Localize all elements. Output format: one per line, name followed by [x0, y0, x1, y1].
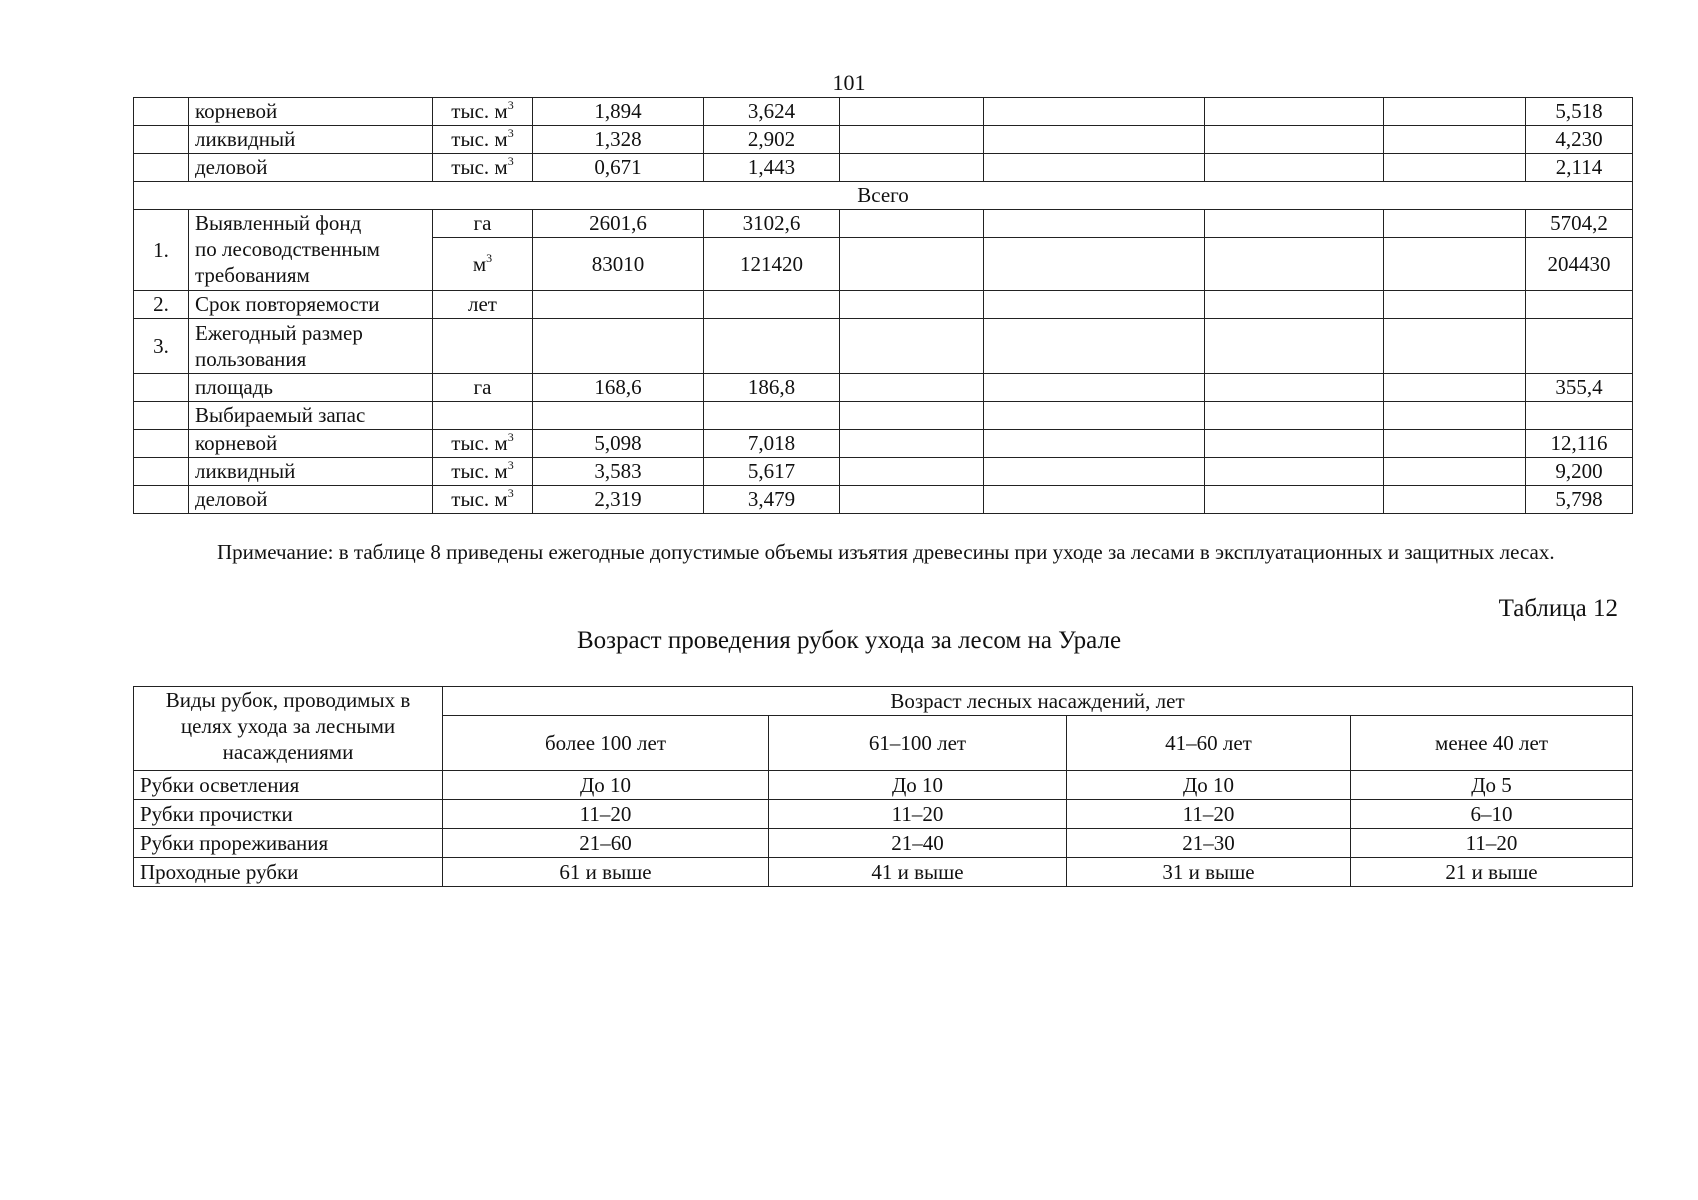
value-cell: 41 и выше — [769, 858, 1067, 887]
table-row — [134, 771, 1633, 800]
table-note: Примечание: в таблице 8 приведены ежегодные допустимые объемы изъятия древесины при уходе за лесами в эксплуатационных и защитных лесах. — [217, 540, 1555, 564]
value-cell: 83010 — [533, 238, 704, 291]
table-row — [134, 829, 1633, 858]
total-cell: 355,4 — [1526, 374, 1633, 402]
harvest-volume-table — [133, 97, 1633, 514]
value-cell: До 10 — [769, 771, 1067, 800]
row-number: 2. — [134, 291, 189, 319]
total-cell: 5,518 — [1526, 98, 1633, 126]
row-number: 1. — [134, 210, 189, 291]
value-cell: 21–40 — [769, 829, 1067, 858]
value-cell: 3,583 — [533, 458, 704, 486]
value-cell: 1,328 — [533, 126, 704, 154]
value-cell: До 10 — [1067, 771, 1351, 800]
row-unit: га — [433, 210, 533, 238]
row-name: деловой — [189, 154, 433, 182]
column-header: менее 40 лет — [1351, 716, 1633, 771]
table-row — [134, 126, 1633, 154]
row-number — [134, 154, 189, 182]
row-unit: тыс. $м^3$ — [433, 430, 533, 458]
table-row — [134, 858, 1633, 887]
value-cell: 21–60 — [443, 829, 769, 858]
value-cell: 61 и выше — [443, 858, 769, 887]
value-cell: 5,098 — [533, 430, 704, 458]
value-cell: 1,443 — [704, 154, 840, 182]
row-unit: $м^3$ — [433, 238, 533, 291]
value-cell: 121420 — [704, 238, 840, 291]
table-row — [134, 430, 1633, 458]
value-cell: 3102,6 — [704, 210, 840, 238]
value-cell: 11–20 — [1351, 829, 1633, 858]
value-cell: 1,894 — [533, 98, 704, 126]
total-cell: 4,230 — [1526, 126, 1633, 154]
column-header: 61–100 лет — [769, 716, 1067, 771]
row-name: Выявленный фонд по лесоводственным требованиям — [189, 210, 433, 291]
row-name: Проходные рубки — [134, 858, 443, 887]
value-cell: 0,671 — [533, 154, 704, 182]
row-name: Срок повторяемости — [189, 291, 433, 319]
row-name: корневой — [189, 98, 433, 126]
column-header: Виды рубок, проводимых в целях ухода за лесными насаждениями — [134, 687, 443, 771]
value-cell: 11–20 — [769, 800, 1067, 829]
table-row — [134, 800, 1633, 829]
column-header: более 100 лет — [443, 716, 769, 771]
row-name: ликвидный — [189, 126, 433, 154]
table-row — [134, 291, 1633, 319]
value-cell: 186,8 — [704, 374, 840, 402]
value-cell: 21 и выше — [1351, 858, 1633, 887]
table-row — [134, 154, 1633, 182]
row-unit: тыс. $м^3$ — [433, 126, 533, 154]
total-cell: 9,200 — [1526, 458, 1633, 486]
value-cell: 3,624 — [704, 98, 840, 126]
total-cell: 204430 — [1526, 238, 1633, 291]
row-name: Выбираемый запас — [189, 402, 433, 430]
row-name: корневой — [189, 430, 433, 458]
value-cell: До 5 — [1351, 771, 1633, 800]
value-cell: 11–20 — [1067, 800, 1351, 829]
table-row — [134, 319, 1633, 374]
total-cell: 5704,2 — [1526, 210, 1633, 238]
row-unit: тыс. $м^3$ — [433, 458, 533, 486]
value-cell: 168,6 — [533, 374, 704, 402]
row-name: Рубки прочистки — [134, 800, 443, 829]
value-cell: 3,479 — [704, 486, 840, 514]
value-cell: 2,319 — [533, 486, 704, 514]
value-cell: 11–20 — [443, 800, 769, 829]
thinning-age-table — [133, 686, 1633, 887]
row-name: площадь — [189, 374, 433, 402]
total-cell: 12,116 — [1526, 430, 1633, 458]
value-cell: 31 и выше — [1067, 858, 1351, 887]
row-number — [134, 98, 189, 126]
total-cell: 5,798 — [1526, 486, 1633, 514]
row-name: Ежегодный размер пользования — [189, 319, 433, 374]
table-row — [134, 458, 1633, 486]
value-cell: 6–10 — [1351, 800, 1633, 829]
column-group-header: Возраст лесных насаждений, лет — [443, 687, 1633, 716]
row-unit: тыс. $м^3$ — [433, 154, 533, 182]
row-unit: га — [433, 374, 533, 402]
row-unit: тыс. $м^3$ — [433, 98, 533, 126]
row-name: Рубки осветления — [134, 771, 443, 800]
table-number: Таблица 12 — [1498, 595, 1618, 622]
value-cell: 7,018 — [704, 430, 840, 458]
section-row — [134, 182, 1633, 210]
table-row — [134, 402, 1633, 430]
row-name: деловой — [189, 486, 433, 514]
row-unit: лет — [433, 291, 533, 319]
table-header-row — [134, 687, 1633, 716]
row-name: Рубки прореживания — [134, 829, 443, 858]
row-number — [134, 126, 189, 154]
total-cell: 2,114 — [1526, 154, 1633, 182]
value-cell: 2601,6 — [533, 210, 704, 238]
table-row — [134, 374, 1633, 402]
value-cell: До 10 — [443, 771, 769, 800]
column-header: 41–60 лет — [1067, 716, 1351, 771]
value-cell: 5,617 — [704, 458, 840, 486]
table-row — [134, 210, 1633, 238]
section-label: Всего — [134, 182, 1633, 210]
row-name: ликвидный — [189, 458, 433, 486]
table-row — [134, 486, 1633, 514]
row-number: 3. — [134, 319, 189, 374]
table-title: Возраст проведения рубок ухода за лесом на Урале — [576, 627, 1122, 654]
value-cell: 2,902 — [704, 126, 840, 154]
table-row — [134, 98, 1633, 126]
value-cell: 21–30 — [1067, 829, 1351, 858]
row-unit: тыс. $м^3$ — [433, 486, 533, 514]
page-number: 101 — [832, 70, 866, 95]
